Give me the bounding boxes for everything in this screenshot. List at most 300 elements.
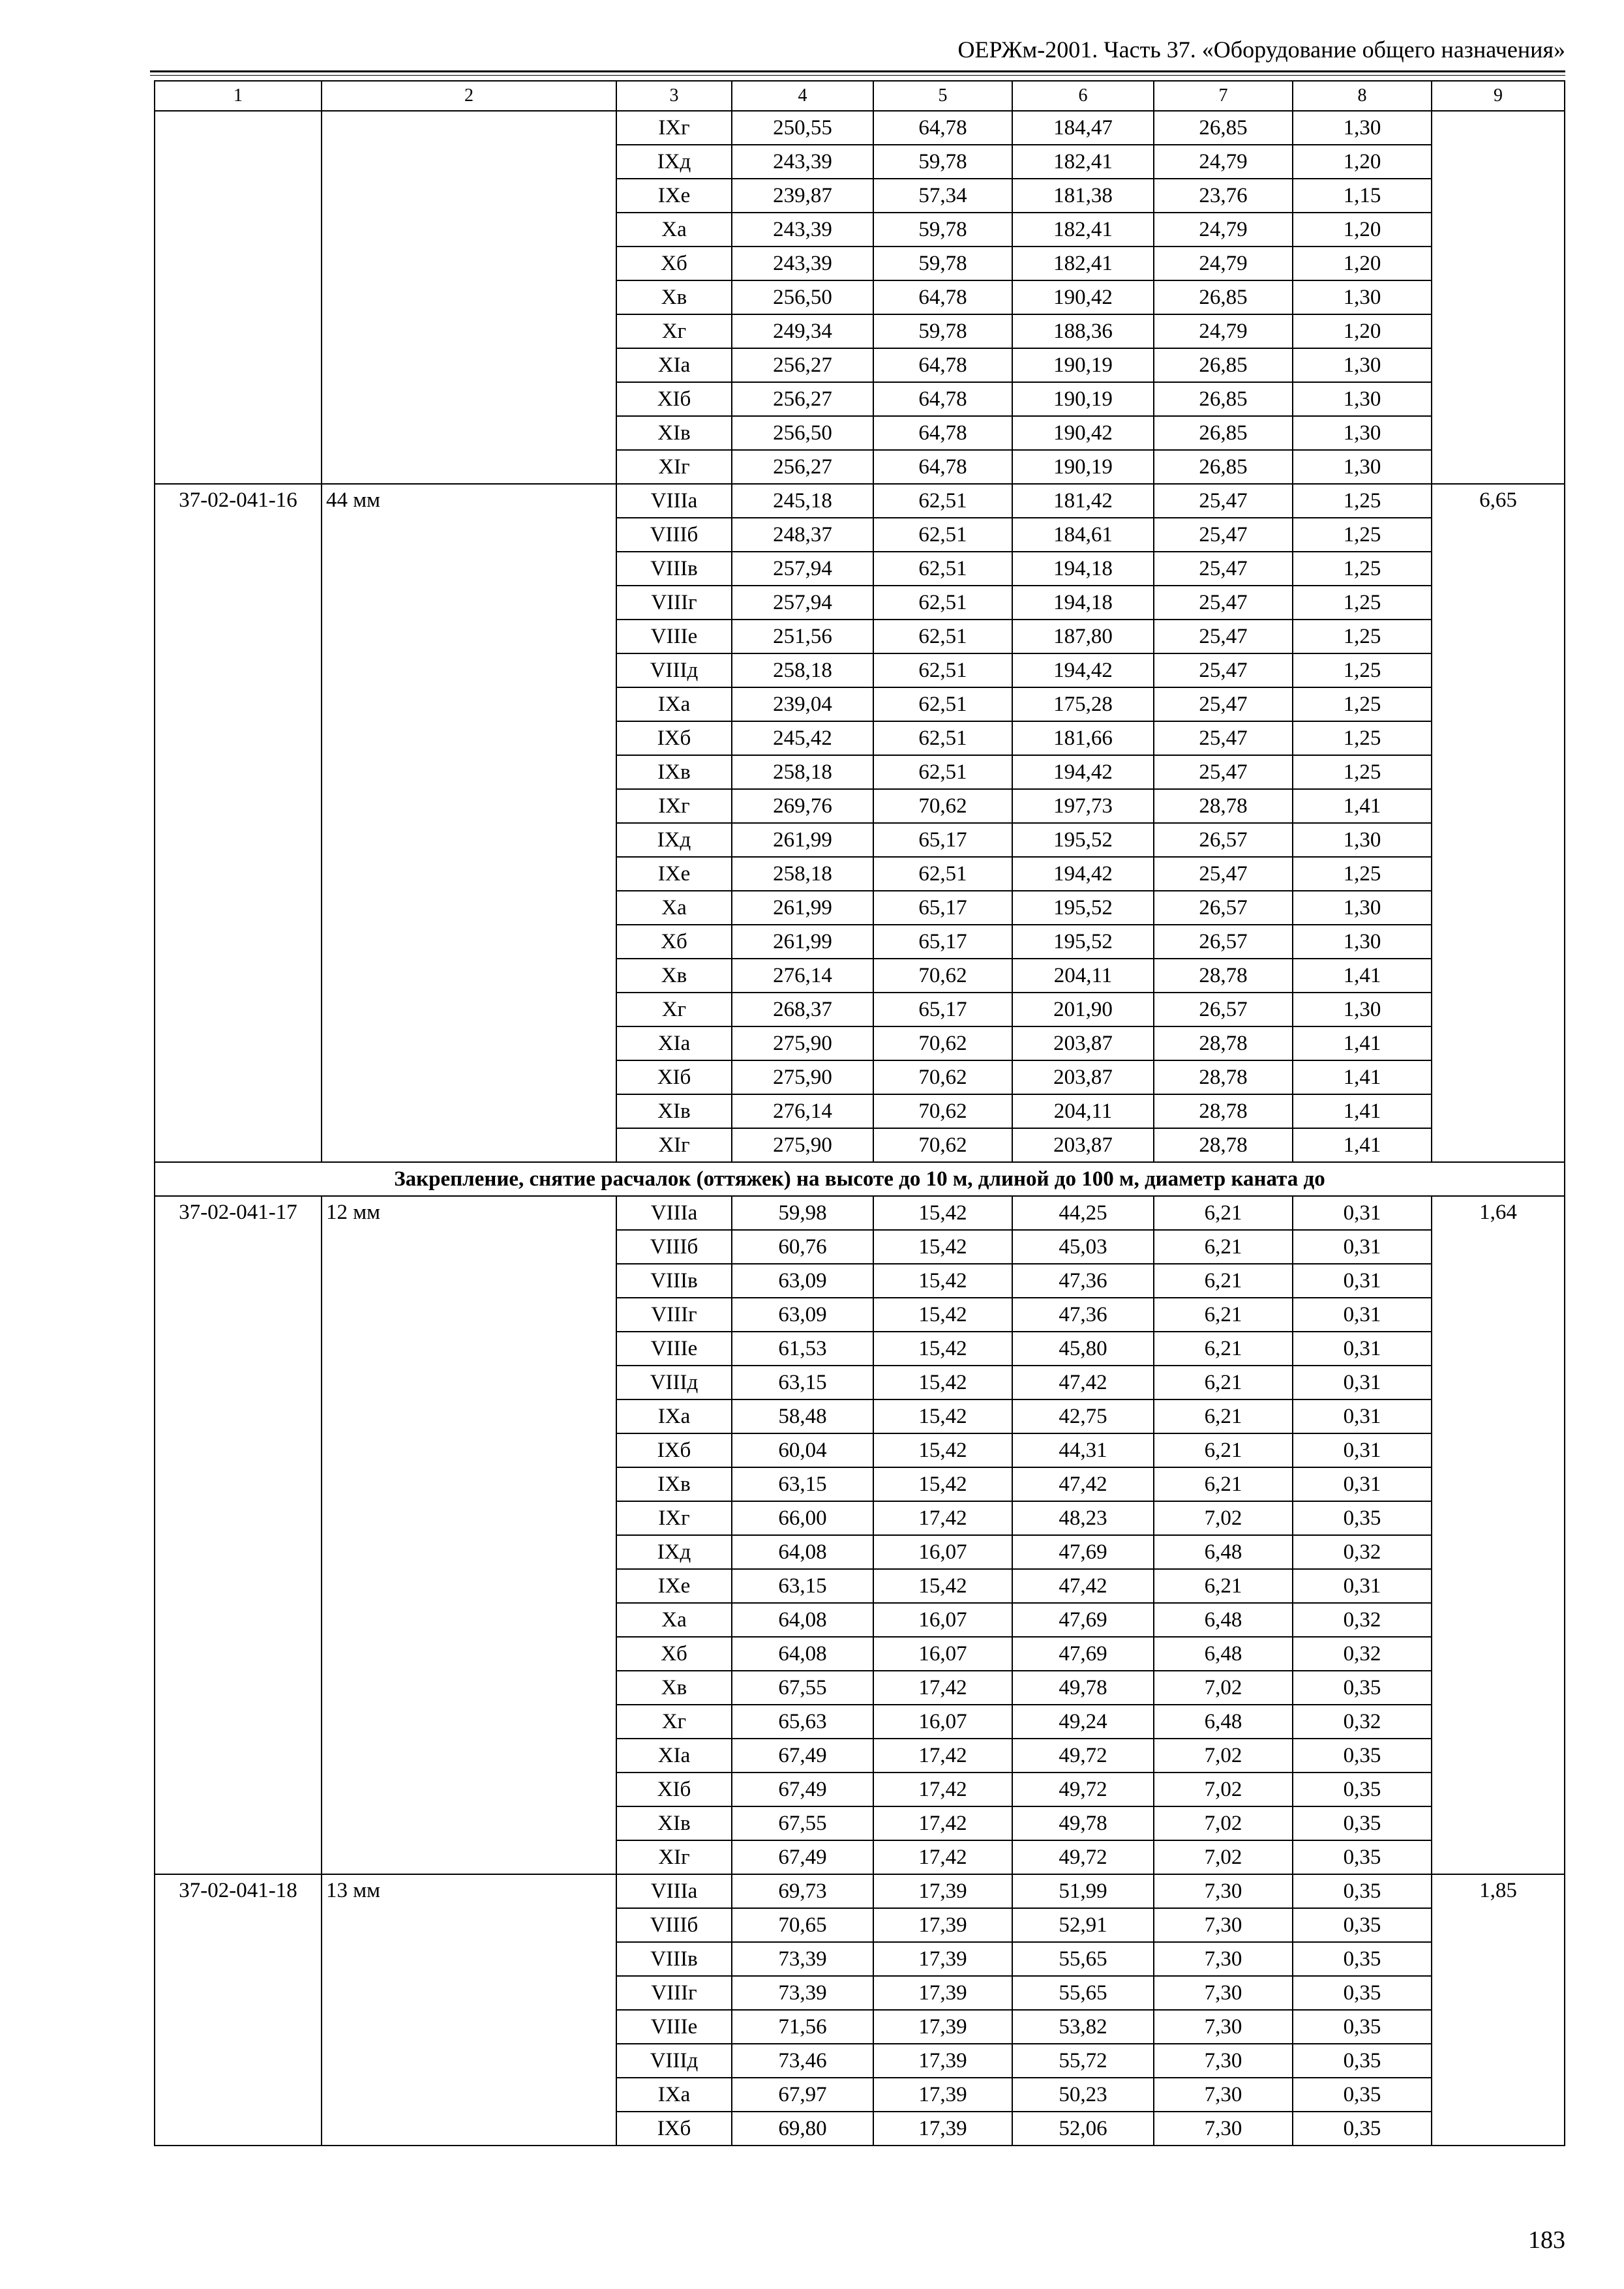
value-cell: 64,78: [873, 348, 1012, 382]
value-cell: 67,49: [732, 1773, 873, 1806]
value-cell: 203,87: [1012, 1060, 1154, 1094]
value-cell: 7,02: [1154, 1671, 1293, 1705]
value-cell: 182,41: [1012, 145, 1154, 179]
value-cell: 64,78: [873, 416, 1012, 450]
value-cell: 67,49: [732, 1739, 873, 1773]
value-cell: 63,15: [732, 1467, 873, 1501]
value-cell: 1,25: [1293, 653, 1432, 687]
value-cell: 258,18: [732, 857, 873, 891]
value-cell: 257,94: [732, 586, 873, 620]
zone-cell: IXг: [616, 111, 732, 145]
value-cell: 1,25: [1293, 721, 1432, 755]
value-cell: 59,78: [873, 247, 1012, 280]
value-cell: 0,35: [1293, 1942, 1432, 1976]
value-cell: 1,41: [1293, 959, 1432, 993]
value-cell: 17,39: [873, 2044, 1012, 2078]
value-cell: 44,31: [1012, 1433, 1154, 1467]
value-cell: 256,50: [732, 416, 873, 450]
value-cell: 0,35: [1293, 1501, 1432, 1535]
value-cell: 17,39: [873, 1874, 1012, 1908]
value-cell: 0,32: [1293, 1603, 1432, 1637]
value-cell: 1,15: [1293, 179, 1432, 213]
value-cell: 194,18: [1012, 552, 1154, 586]
value-cell: 203,87: [1012, 1128, 1154, 1162]
value-cell: 257,94: [732, 552, 873, 586]
value-cell: 59,98: [732, 1196, 873, 1230]
value-cell: 184,47: [1012, 111, 1154, 145]
zone-cell: VIIIд: [616, 653, 732, 687]
value-cell: 181,38: [1012, 179, 1154, 213]
value-cell: 63,15: [732, 1366, 873, 1399]
value-cell: 55,65: [1012, 1942, 1154, 1976]
zone-cell: Xг: [616, 993, 732, 1026]
column-number: 6: [1012, 81, 1154, 111]
zone-cell: VIIIд: [616, 2044, 732, 2078]
value-cell: 6,21: [1154, 1230, 1293, 1264]
zone-cell: VIIIе: [616, 2010, 732, 2044]
value-cell: 23,76: [1154, 179, 1293, 213]
value-cell: 201,90: [1012, 993, 1154, 1026]
value-cell: 256,27: [732, 348, 873, 382]
value-cell: 15,42: [873, 1366, 1012, 1399]
value-cell: 7,30: [1154, 2078, 1293, 2112]
value-cell: 243,39: [732, 213, 873, 247]
value-cell: 17,39: [873, 2112, 1012, 2146]
value-cell: 17,39: [873, 1942, 1012, 1976]
value-cell: 17,42: [873, 1671, 1012, 1705]
value-cell: 66,00: [732, 1501, 873, 1535]
value-cell: 64,78: [873, 111, 1012, 145]
value-cell: 1,30: [1293, 382, 1432, 416]
value-cell: 47,69: [1012, 1637, 1154, 1671]
value-cell: 0,35: [1293, 1840, 1432, 1874]
value-cell: 6,21: [1154, 1298, 1293, 1332]
value-cell: 194,42: [1012, 857, 1154, 891]
value-cell: 25,47: [1154, 755, 1293, 789]
value-cell: 190,19: [1012, 348, 1154, 382]
value-cell: 6,21: [1154, 1366, 1293, 1399]
value-cell: 6,21: [1154, 1433, 1293, 1467]
value-cell: 49,24: [1012, 1705, 1154, 1739]
value-cell: 24,79: [1154, 247, 1293, 280]
value-cell: 256,50: [732, 280, 873, 314]
value-cell: 15,42: [873, 1298, 1012, 1332]
value-cell: 1,41: [1293, 1094, 1432, 1128]
value-cell: 73,39: [732, 1976, 873, 2010]
zone-cell: VIIIб: [616, 1908, 732, 1942]
value-cell: 0,35: [1293, 1739, 1432, 1773]
value-cell: 0,31: [1293, 1433, 1432, 1467]
value-cell: 6,21: [1154, 1569, 1293, 1603]
value-cell: 69,80: [732, 2112, 873, 2146]
value-cell: 25,47: [1154, 687, 1293, 721]
value-cell: 0,32: [1293, 1637, 1432, 1671]
table-row: [155, 1874, 1565, 1908]
value-cell: 7,02: [1154, 1501, 1293, 1535]
zone-cell: XIг: [616, 1128, 732, 1162]
value-cell: 25,47: [1154, 484, 1293, 518]
value-cell: 7,30: [1154, 2112, 1293, 2146]
column-number: 8: [1293, 81, 1432, 111]
value-cell: 15,42: [873, 1332, 1012, 1366]
zone-cell: VIIIе: [616, 1332, 732, 1366]
value-cell: 0,31: [1293, 1230, 1432, 1264]
value-cell: 261,99: [732, 925, 873, 959]
zone-cell: VIIIв: [616, 552, 732, 586]
value-cell: 64,08: [732, 1603, 873, 1637]
value-cell: 203,87: [1012, 1026, 1154, 1060]
value-cell: 55,72: [1012, 2044, 1154, 2078]
zone-cell: VIIIг: [616, 1976, 732, 2010]
zone-cell: IXб: [616, 721, 732, 755]
value-cell: 17,42: [873, 1739, 1012, 1773]
value-cell: 182,41: [1012, 213, 1154, 247]
column-number: 1: [155, 81, 322, 111]
value-cell: 0,35: [1293, 2078, 1432, 2112]
value-cell: 1,20: [1293, 145, 1432, 179]
rate-code-cell: 37-02-041-16: [155, 484, 322, 1162]
value-cell: 1,30: [1293, 280, 1432, 314]
zone-cell: Xа: [616, 1603, 732, 1637]
value-cell: 62,51: [873, 857, 1012, 891]
value-cell: 57,34: [873, 179, 1012, 213]
zone-cell: IXб: [616, 2112, 732, 2146]
value-cell: 63,09: [732, 1264, 873, 1298]
value-cell: 1,25: [1293, 755, 1432, 789]
value-cell: 64,08: [732, 1637, 873, 1671]
rates-table: [154, 80, 1565, 2146]
value-cell: 17,39: [873, 2010, 1012, 2044]
zone-cell: XIб: [616, 382, 732, 416]
zone-cell: IXг: [616, 789, 732, 823]
value-cell: 62,51: [873, 586, 1012, 620]
value-cell: 7,30: [1154, 1874, 1293, 1908]
value-cell: 65,17: [873, 891, 1012, 925]
zone-cell: XIг: [616, 1840, 732, 1874]
page-number: 183: [1528, 2226, 1565, 2254]
value-cell: 1,41: [1293, 1060, 1432, 1094]
value-cell: 1,25: [1293, 552, 1432, 586]
zone-cell: Xа: [616, 213, 732, 247]
value-cell: 258,18: [732, 653, 873, 687]
column-number: 5: [873, 81, 1012, 111]
value-cell: 6,21: [1154, 1264, 1293, 1298]
value-cell: 275,90: [732, 1128, 873, 1162]
value-cell: 194,42: [1012, 755, 1154, 789]
value-cell: 62,51: [873, 687, 1012, 721]
column-9-cell: 6,65: [1432, 484, 1565, 1162]
column-number: 2: [322, 81, 616, 111]
value-cell: 26,85: [1154, 382, 1293, 416]
value-cell: 245,18: [732, 484, 873, 518]
zone-cell: Xв: [616, 280, 732, 314]
value-cell: 26,57: [1154, 823, 1293, 857]
value-cell: 1,25: [1293, 518, 1432, 552]
value-cell: 64,78: [873, 280, 1012, 314]
value-cell: 47,42: [1012, 1467, 1154, 1501]
value-cell: 243,39: [732, 145, 873, 179]
value-cell: 15,42: [873, 1230, 1012, 1264]
value-cell: 45,80: [1012, 1332, 1154, 1366]
zone-cell: XIб: [616, 1773, 732, 1806]
rate-parameter-cell: 12 мм: [322, 1196, 616, 1874]
value-cell: 17,42: [873, 1840, 1012, 1874]
value-cell: 26,85: [1154, 111, 1293, 145]
value-cell: 1,30: [1293, 450, 1432, 484]
section-heading: Закрепление, снятие расчалок (оттяжек) на высоте до 10 м, длиной до 100 м, диаметр каната до: [155, 1162, 1565, 1196]
value-cell: 1,30: [1293, 925, 1432, 959]
value-cell: 17,42: [873, 1806, 1012, 1840]
value-cell: 187,80: [1012, 620, 1154, 653]
zone-cell: VIIIг: [616, 1298, 732, 1332]
value-cell: 62,51: [873, 620, 1012, 653]
rate-parameter-cell: 44 мм: [322, 484, 616, 1162]
zone-cell: Xб: [616, 1637, 732, 1671]
value-cell: 17,39: [873, 1908, 1012, 1942]
zone-cell: Xб: [616, 247, 732, 280]
value-cell: 25,47: [1154, 552, 1293, 586]
value-cell: 0,35: [1293, 1773, 1432, 1806]
column-number: 9: [1432, 81, 1565, 111]
value-cell: 0,31: [1293, 1569, 1432, 1603]
zone-cell: VIIIг: [616, 586, 732, 620]
column-9-cell: [1432, 111, 1565, 484]
zone-cell: IXб: [616, 1433, 732, 1467]
value-cell: 26,85: [1154, 450, 1293, 484]
value-cell: 195,52: [1012, 891, 1154, 925]
zone-cell: VIIIб: [616, 518, 732, 552]
value-cell: 0,35: [1293, 1908, 1432, 1942]
value-cell: 26,57: [1154, 993, 1293, 1026]
value-cell: 269,76: [732, 789, 873, 823]
value-cell: 7,02: [1154, 1806, 1293, 1840]
value-cell: 1,30: [1293, 823, 1432, 857]
value-cell: 70,62: [873, 1026, 1012, 1060]
zone-cell: IXе: [616, 1569, 732, 1603]
value-cell: 0,31: [1293, 1332, 1432, 1366]
column-number: 7: [1154, 81, 1293, 111]
value-cell: 26,57: [1154, 891, 1293, 925]
value-cell: 60,04: [732, 1433, 873, 1467]
value-cell: 15,42: [873, 1196, 1012, 1230]
value-cell: 6,48: [1154, 1637, 1293, 1671]
value-cell: 261,99: [732, 891, 873, 925]
zone-cell: XIа: [616, 1739, 732, 1773]
rate-code-cell: 37-02-041-18: [155, 1874, 322, 2146]
value-cell: 26,85: [1154, 416, 1293, 450]
table-row: [155, 111, 1565, 145]
value-cell: 55,65: [1012, 1976, 1154, 2010]
value-cell: 184,61: [1012, 518, 1154, 552]
value-cell: 67,55: [732, 1671, 873, 1705]
value-cell: 1,30: [1293, 891, 1432, 925]
value-cell: 1,25: [1293, 857, 1432, 891]
value-cell: 71,56: [732, 2010, 873, 2044]
value-cell: 17,42: [873, 1773, 1012, 1806]
value-cell: 65,63: [732, 1705, 873, 1739]
zone-cell: VIIIе: [616, 620, 732, 653]
zone-cell: IXе: [616, 857, 732, 891]
value-cell: 190,19: [1012, 450, 1154, 484]
zone-cell: XIа: [616, 348, 732, 382]
zone-cell: Xа: [616, 891, 732, 925]
value-cell: 6,21: [1154, 1467, 1293, 1501]
value-cell: 24,79: [1154, 145, 1293, 179]
value-cell: 1,20: [1293, 213, 1432, 247]
value-cell: 70,62: [873, 1094, 1012, 1128]
value-cell: 48,23: [1012, 1501, 1154, 1535]
value-cell: 24,79: [1154, 213, 1293, 247]
zone-cell: IXа: [616, 2078, 732, 2112]
value-cell: 0,35: [1293, 1806, 1432, 1840]
value-cell: 7,30: [1154, 1976, 1293, 2010]
value-cell: 194,42: [1012, 653, 1154, 687]
value-cell: 7,02: [1154, 1739, 1293, 1773]
value-cell: 251,56: [732, 620, 873, 653]
value-cell: 47,42: [1012, 1366, 1154, 1399]
value-cell: 1,25: [1293, 687, 1432, 721]
value-cell: 52,06: [1012, 2112, 1154, 2146]
zone-cell: XIв: [616, 1806, 732, 1840]
value-cell: 245,42: [732, 721, 873, 755]
value-cell: 73,46: [732, 2044, 873, 2078]
table-row: [155, 1196, 1565, 1230]
value-cell: 0,31: [1293, 1196, 1432, 1230]
value-cell: 70,62: [873, 959, 1012, 993]
value-cell: 190,42: [1012, 280, 1154, 314]
table-body: [155, 81, 1565, 2146]
value-cell: 1,25: [1293, 620, 1432, 653]
value-cell: 26,57: [1154, 925, 1293, 959]
value-cell: 45,03: [1012, 1230, 1154, 1264]
zone-cell: VIIIб: [616, 1230, 732, 1264]
zone-cell: IXа: [616, 1399, 732, 1433]
value-cell: 73,39: [732, 1942, 873, 1976]
value-cell: 52,91: [1012, 1908, 1154, 1942]
value-cell: 194,18: [1012, 586, 1154, 620]
value-cell: 62,51: [873, 552, 1012, 586]
value-cell: 67,49: [732, 1840, 873, 1874]
value-cell: 204,11: [1012, 959, 1154, 993]
value-cell: 275,90: [732, 1060, 873, 1094]
zone-cell: XIв: [616, 416, 732, 450]
value-cell: 6,21: [1154, 1399, 1293, 1433]
column-9-cell: 1,85: [1432, 1874, 1565, 2146]
value-cell: 58,48: [732, 1399, 873, 1433]
zone-cell: XIв: [616, 1094, 732, 1128]
value-cell: 59,78: [873, 145, 1012, 179]
section-heading-row: [155, 1162, 1565, 1196]
value-cell: 47,42: [1012, 1569, 1154, 1603]
value-cell: 62,51: [873, 518, 1012, 552]
zone-cell: VIIIв: [616, 1942, 732, 1976]
zone-cell: XIа: [616, 1026, 732, 1060]
value-cell: 67,55: [732, 1806, 873, 1840]
value-cell: 276,14: [732, 1094, 873, 1128]
value-cell: 59,78: [873, 314, 1012, 348]
value-cell: 1,41: [1293, 1026, 1432, 1060]
value-cell: 256,27: [732, 382, 873, 416]
zone-cell: VIIIа: [616, 484, 732, 518]
rate-parameter-cell: [322, 111, 616, 484]
rate-parameter-cell: 13 мм: [322, 1874, 616, 2146]
value-cell: 25,47: [1154, 857, 1293, 891]
zone-cell: IXв: [616, 1467, 732, 1501]
value-cell: 62,51: [873, 653, 1012, 687]
value-cell: 67,97: [732, 2078, 873, 2112]
value-cell: 15,42: [873, 1399, 1012, 1433]
value-cell: 190,42: [1012, 416, 1154, 450]
value-cell: 17,42: [873, 1501, 1012, 1535]
value-cell: 0,32: [1293, 1705, 1432, 1739]
value-cell: 64,78: [873, 450, 1012, 484]
value-cell: 0,31: [1293, 1399, 1432, 1433]
column-numbers-row: [155, 81, 1565, 111]
value-cell: 7,30: [1154, 1942, 1293, 1976]
value-cell: 6,21: [1154, 1332, 1293, 1366]
zone-cell: IXа: [616, 687, 732, 721]
value-cell: 7,30: [1154, 2010, 1293, 2044]
value-cell: 63,09: [732, 1298, 873, 1332]
rate-code-cell: [155, 111, 322, 484]
value-cell: 61,53: [732, 1332, 873, 1366]
value-cell: 182,41: [1012, 247, 1154, 280]
value-cell: 51,99: [1012, 1874, 1154, 1908]
value-cell: 1,25: [1293, 586, 1432, 620]
value-cell: 70,65: [732, 1908, 873, 1942]
rate-code-cell: 37-02-041-17: [155, 1196, 322, 1874]
value-cell: 276,14: [732, 959, 873, 993]
value-cell: 49,72: [1012, 1840, 1154, 1874]
value-cell: 195,52: [1012, 925, 1154, 959]
value-cell: 24,79: [1154, 314, 1293, 348]
zone-cell: Xб: [616, 925, 732, 959]
table-row: [155, 484, 1565, 518]
zone-cell: IXг: [616, 1501, 732, 1535]
value-cell: 239,87: [732, 179, 873, 213]
value-cell: 195,52: [1012, 823, 1154, 857]
value-cell: 44,25: [1012, 1196, 1154, 1230]
value-cell: 15,42: [873, 1264, 1012, 1298]
value-cell: 7,30: [1154, 2044, 1293, 2078]
value-cell: 47,69: [1012, 1535, 1154, 1569]
value-cell: 197,73: [1012, 789, 1154, 823]
value-cell: 1,25: [1293, 484, 1432, 518]
value-cell: 16,07: [873, 1705, 1012, 1739]
value-cell: 0,31: [1293, 1298, 1432, 1332]
value-cell: 28,78: [1154, 959, 1293, 993]
value-cell: 28,78: [1154, 1094, 1293, 1128]
value-cell: 62,51: [873, 755, 1012, 789]
value-cell: 1,20: [1293, 247, 1432, 280]
value-cell: 7,30: [1154, 1908, 1293, 1942]
value-cell: 28,78: [1154, 1026, 1293, 1060]
value-cell: 63,15: [732, 1569, 873, 1603]
value-cell: 50,23: [1012, 2078, 1154, 2112]
value-cell: 190,19: [1012, 382, 1154, 416]
value-cell: 70,62: [873, 1128, 1012, 1162]
value-cell: 25,47: [1154, 653, 1293, 687]
value-cell: 243,39: [732, 247, 873, 280]
value-cell: 25,47: [1154, 518, 1293, 552]
value-cell: 59,78: [873, 213, 1012, 247]
value-cell: 0,35: [1293, 2010, 1432, 2044]
zone-cell: Xв: [616, 1671, 732, 1705]
value-cell: 250,55: [732, 111, 873, 145]
value-cell: 26,85: [1154, 348, 1293, 382]
value-cell: 7,02: [1154, 1773, 1293, 1806]
zone-cell: IXд: [616, 1535, 732, 1569]
